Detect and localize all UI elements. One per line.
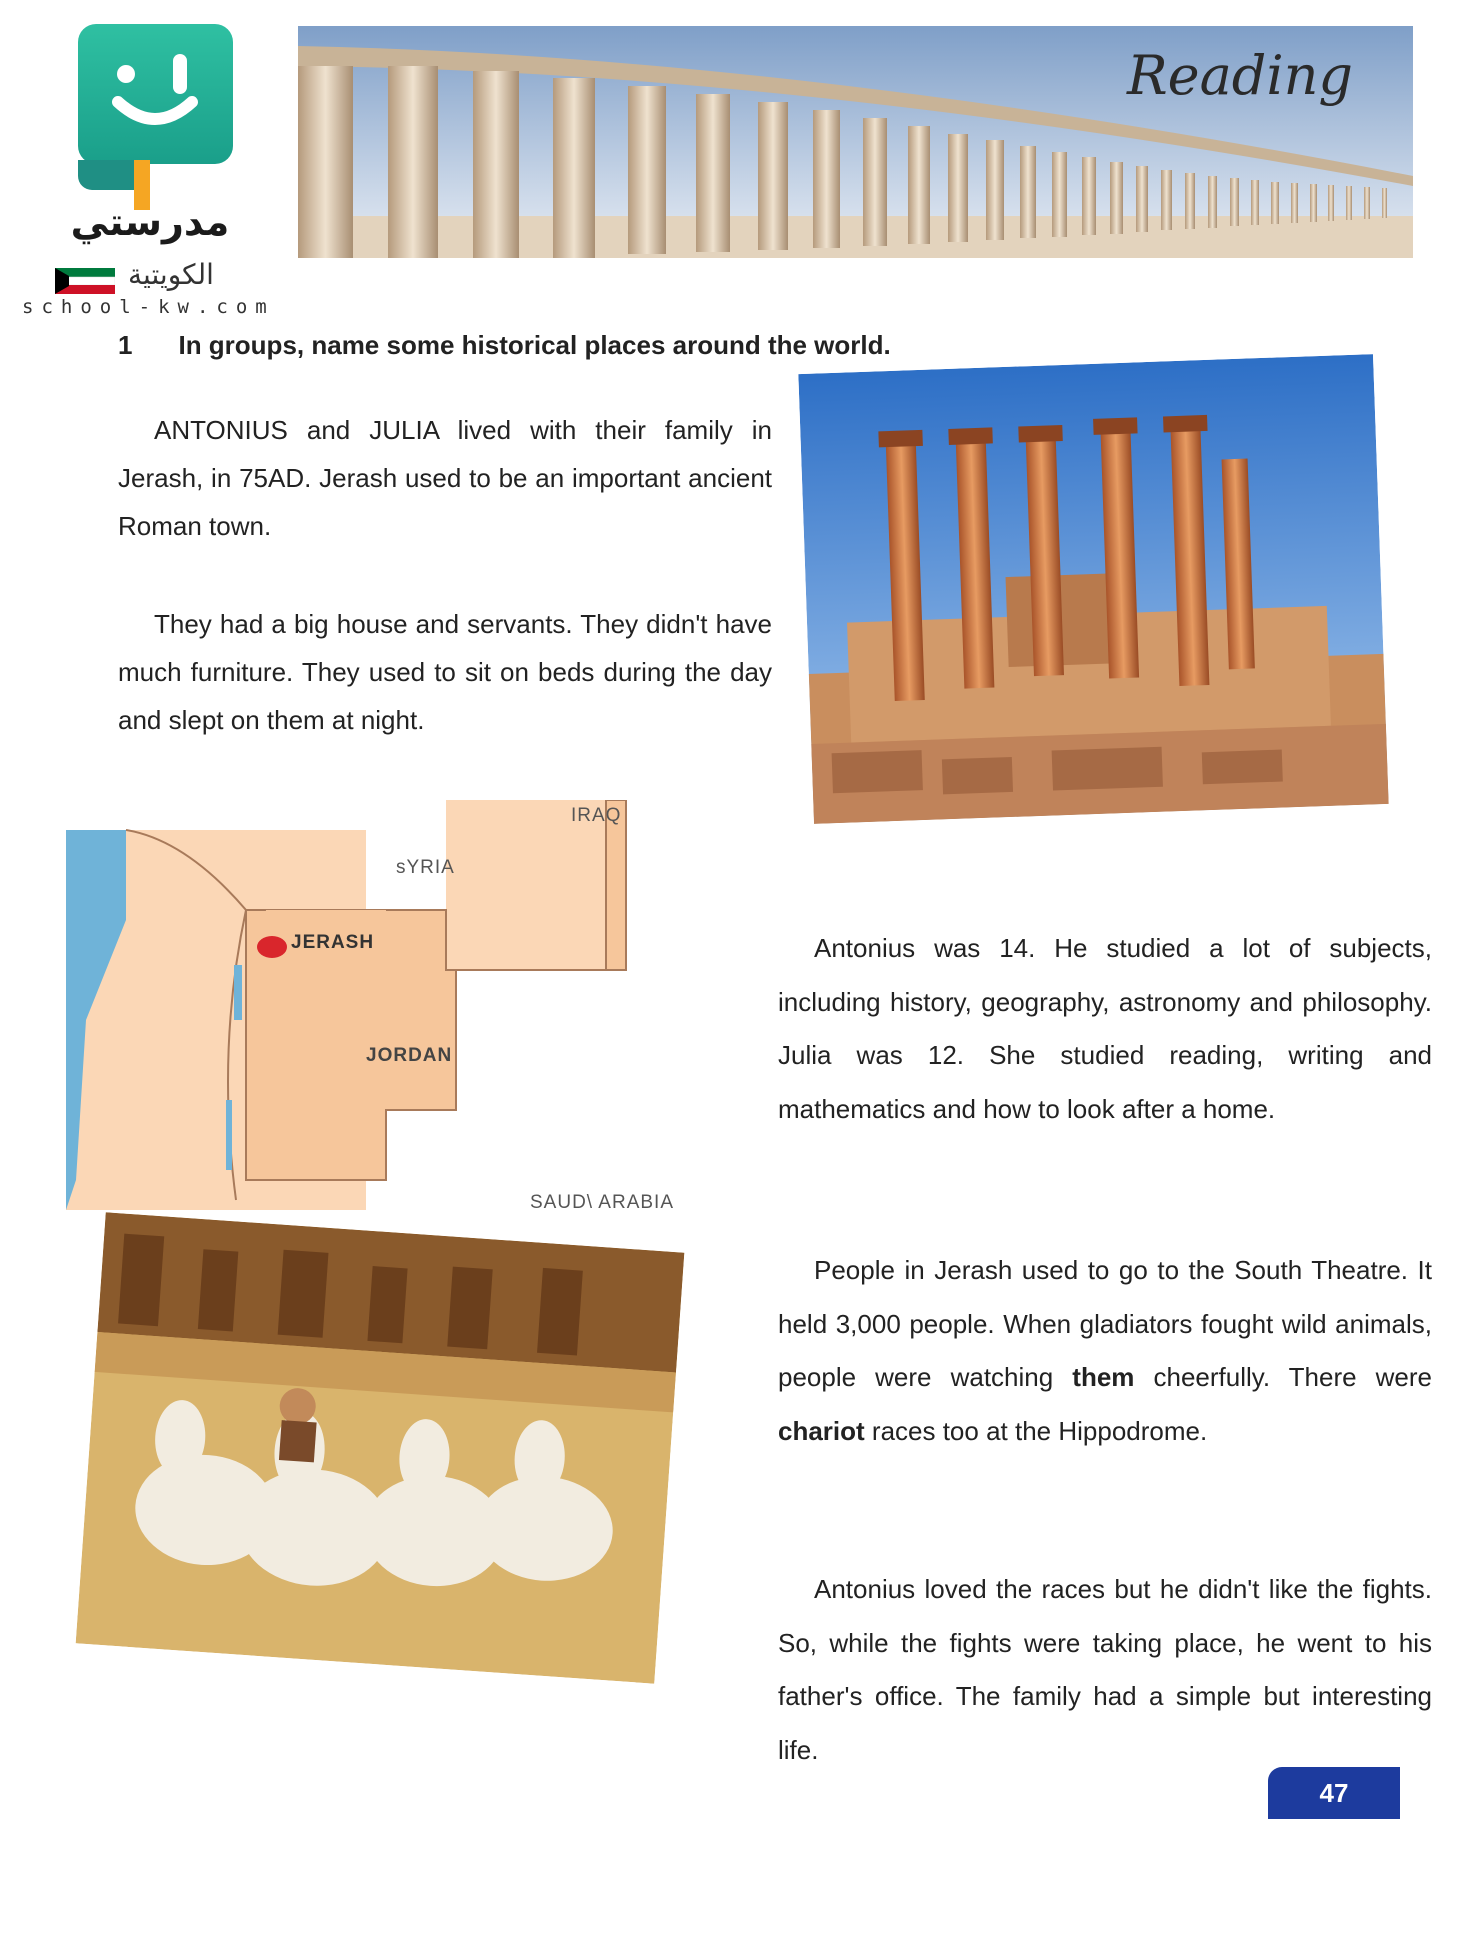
map-label-jerash: JERASH [291, 932, 375, 953]
map-label-jordan: JORDAN [366, 1045, 453, 1066]
logo-url: school-kw.com [22, 296, 275, 318]
chariot-race-photo [76, 1212, 685, 1683]
map-of-jordan [66, 800, 636, 1210]
map-label-saudi-arabia: SAUD\ ARABIA [530, 1192, 674, 1213]
task-text: In groups, name some historical places around the world. [178, 330, 891, 360]
paragraph-3: Antonius was 14. He studied a lot of subjects, including history, geography, astronomy and philosophy. Julia was 12. She studied reading, writing and mathematics and how to look after a home. [778, 933, 1432, 1124]
map-label-syria: sYRIA [396, 857, 455, 878]
paragraph-4-bold-them: them [1072, 1362, 1135, 1392]
paragraph-2: They had a big house and servants. They didn't have much furniture. They used to sit on beds during the day and slept on them at night. [118, 609, 772, 735]
paragraph-4-bold-chariot: chariot [778, 1415, 865, 1446]
paragraph-4-part: cheerfully. There were [1134, 1362, 1433, 1392]
logo-mark [78, 24, 233, 164]
logo-tab [78, 160, 138, 190]
reading-banner [298, 26, 1413, 258]
temple-photo [798, 354, 1388, 824]
paragraph-4 [778, 1244, 1432, 1458]
paragraph-5: Antonius loved the races but he didn't like the fights. So, while the fights were taking place, he went to his father's office. The family had a simple but interesting life. [778, 1574, 1432, 1765]
task-number: 1 [118, 330, 133, 360]
map-label-iraq: IRAQ [571, 805, 622, 826]
task-instruction [118, 330, 891, 361]
section-title: Reading [1127, 44, 1353, 107]
paragraph-4-part: races too at the Hippodrome. [864, 1415, 1208, 1446]
logo-arabic-name: مدرستي [70, 200, 230, 244]
logo-arabic-sub: الكويتية [128, 258, 214, 291]
page-number: 47 [1268, 1767, 1400, 1819]
paragraph-4-part: People in Jerash used to go to the South Theatre. It held 3,000 people. When gladiators fought wild animals, people were watching [778, 1255, 1432, 1392]
paragraph-1: ANTONIUS and JULIA lived with their family in Jerash, in 75AD. Jerash used to be an important ancient Roman town. [118, 415, 772, 541]
kuwait-flag-icon [55, 268, 115, 294]
